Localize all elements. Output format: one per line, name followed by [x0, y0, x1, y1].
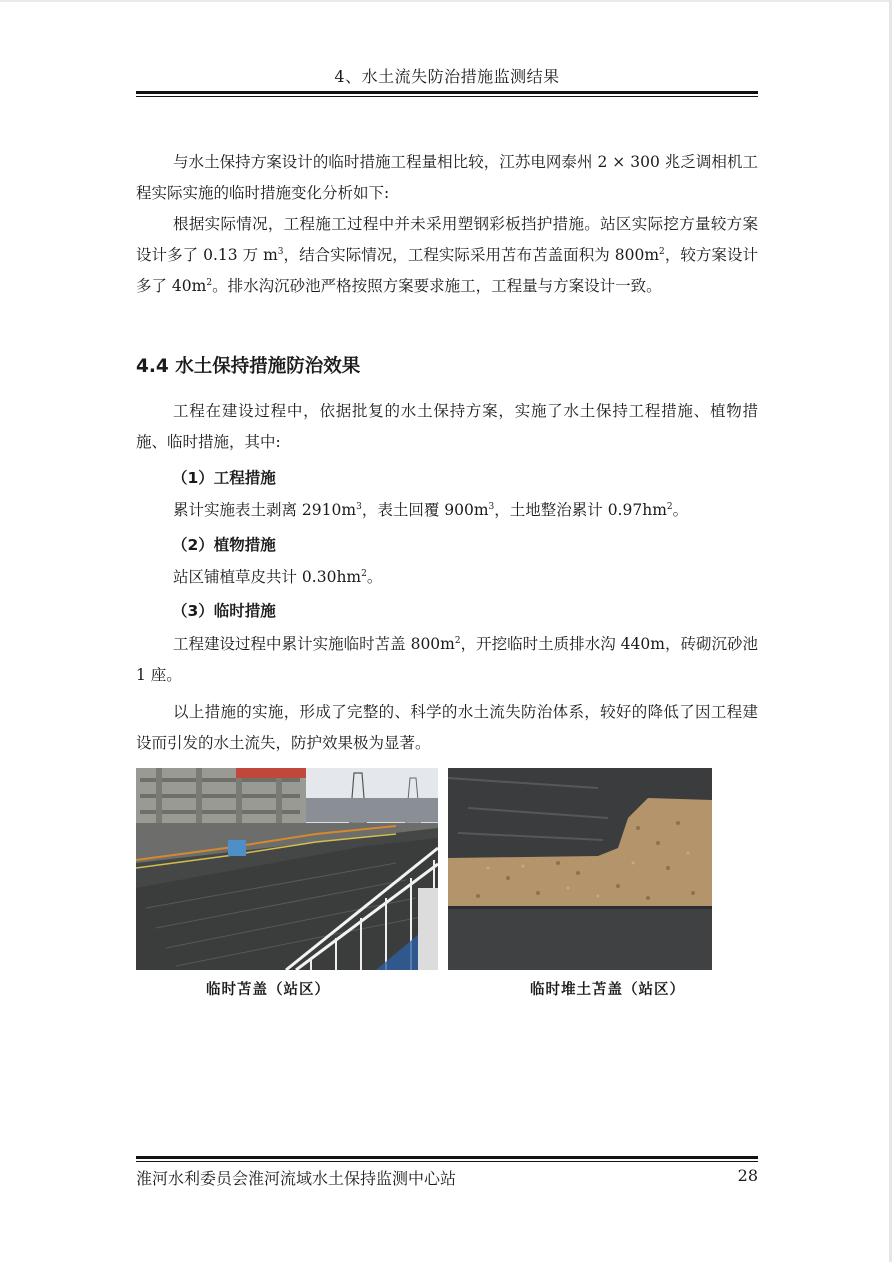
- caption-right-photo: 临时堆土苫盖（站区）: [530, 982, 685, 998]
- running-header: 4、水土流失防治措施监测结果: [334, 67, 560, 86]
- paragraph-engineering: 累计实施表土剥离 $2910m^3$，表土回覆 $900m^3$，土地整治累计 $0.97hm^2$。: [173, 501, 689, 519]
- page-top-edge: [0, 0, 892, 2]
- paragraph-plant: 站区铺植草皮共计 $0.30hm^2$。: [173, 568, 383, 586]
- paragraph-conclusion: 以上措施的实施，形成了完整的、科学的水土流失防治体系，较好的降低了因工程建设而引发的水土流失，防护效果极为显著。: [136, 703, 758, 752]
- caption-left-photo: 临时苫盖（站区）: [206, 982, 330, 998]
- footer-rule-thick: [136, 1156, 758, 1159]
- header-rule-thick: [136, 91, 758, 94]
- footer-rule-thin: [136, 1161, 758, 1162]
- paragraph-intro: 与水土保持方案设计的临时措施工程量相比较，江苏电网泰州 2 × 300 兆乏调相机工程实际实施的临时措施变化分析如下:: [136, 153, 758, 202]
- subheading-temporary: （3）临时措施: [172, 602, 276, 620]
- header-rule-thin: [136, 96, 758, 97]
- paragraph-analysis: 根据实际情况，工程施工过程中并未采用塑钢彩板挡护措施。站区实际挖方量较方案设计多了 0.13 万 $m^3$，结合实际情况，工程实际采用苫布苫盖面积为 $800m^2$，较方案设计多了 $40m^2$。排水沟沉砂池严格按照方案要求施工，工程量与方案设计一致。: [136, 215, 758, 295]
- section-heading: 4.4 水土保持措施防治效果: [136, 356, 361, 377]
- page-number: 28: [737, 1166, 758, 1185]
- subheading-plant: （2）植物措施: [172, 536, 276, 554]
- paragraph-measures: 工程在建设过程中，依据批复的水土保持方案，实施了水土保持工程措施、植物措施、临时措施，其中:: [136, 402, 758, 451]
- photo-soil-pile-cover: [448, 768, 712, 970]
- photo-temporary-cover: [136, 768, 438, 970]
- paragraph-temporary: 工程建设过程中累计实施临时苫盖 $800m^2$，开挖临时土质排水沟 440m，砖砌沉砂池 1 座。: [136, 635, 758, 684]
- subheading-engineering: （1）工程措施: [172, 469, 276, 487]
- footer-organization: 淮河水利委员会淮河流域水土保持监测中心站: [136, 1169, 457, 1188]
